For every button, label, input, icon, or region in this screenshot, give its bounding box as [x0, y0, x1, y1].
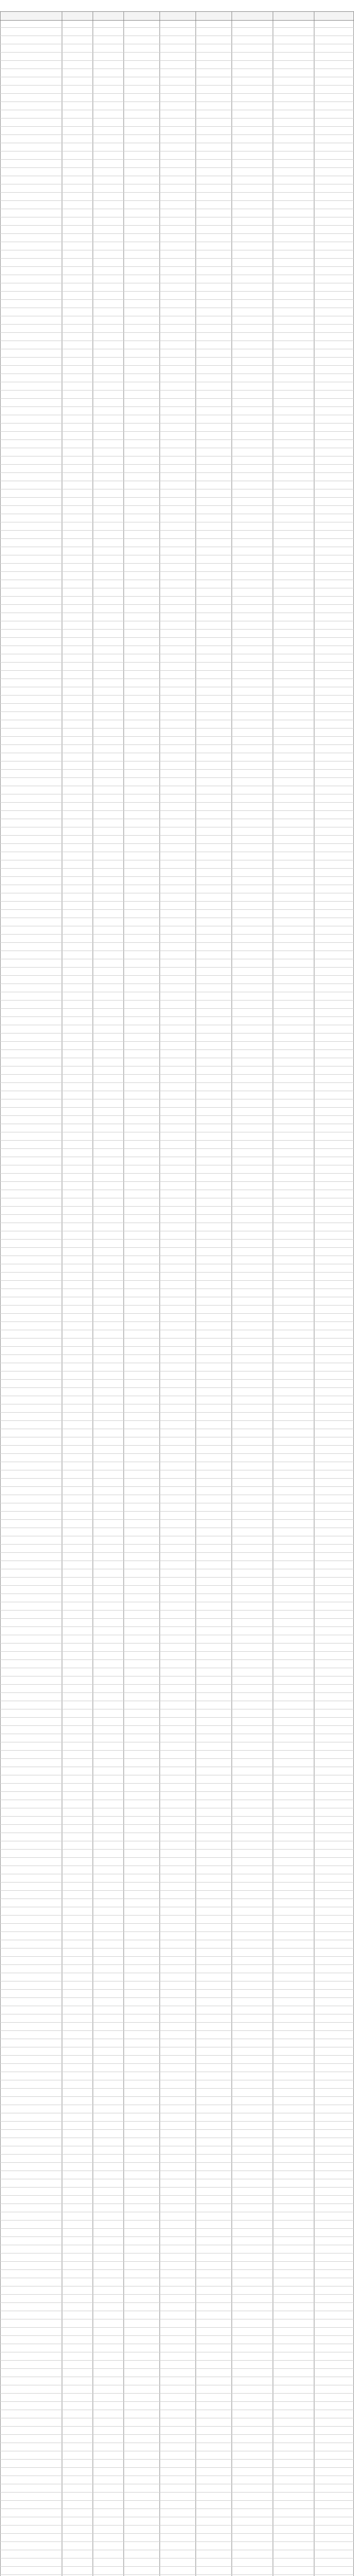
sheet-title — [0, 2, 354, 9]
table-body — [0, 20, 354, 2576]
row-grid — [0, 20, 354, 2576]
